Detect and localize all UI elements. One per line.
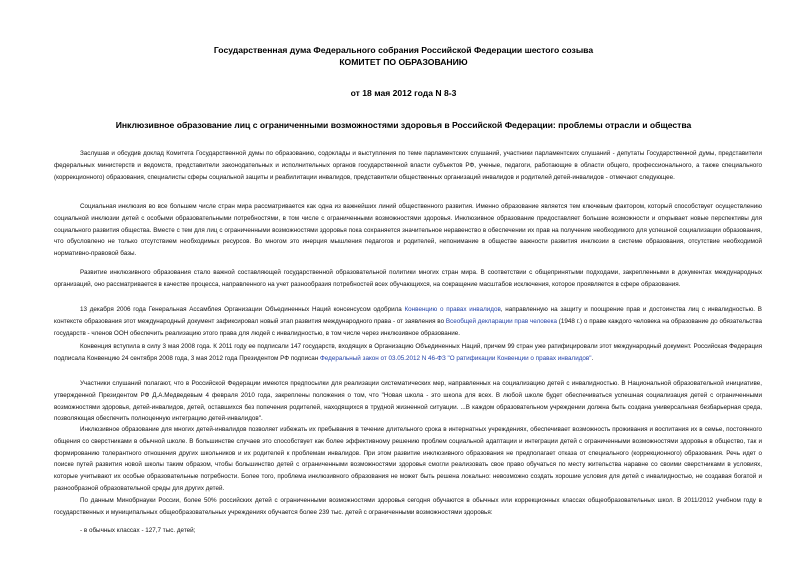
paragraph-5-text-b: .	[591, 354, 594, 362]
paragraph-1: Заслушав и обсудив доклад Комитета Государственной думы по образованию, содоклады и выступления по теме парламентских слушаний, участники парламентских слушаний - депутаты Государственной думы, представители федеральных министерств и ведомств, представители законодательных и исполнительных органов государственной власти субъектов РФ, ученые, педагоги, работающие в области общего, профессионального, а также специального (коррекционного) образования, специалисты сферы социальной защиты и реабилитации инвалидов, представители общественных организаций инвалидов и родителей детей-инвалидов - отмечают следующее.	[54, 150, 762, 181]
list-item-regular-classes: - в обычных классах - 127,7 тыс. детей;	[80, 527, 196, 534]
paragraph-8: По данным Минобрнауки России, более 50% российских детей с ограниченными возможностями здоровья сегодня обучаются в обычных или коррекционных классах общеобразовательных школ. В 2011/2012 учебном году в государственных и муниципальных общеобразовательных учреждениях обучается более 239 тыс. детей с ограниченными возможностями здоровья:	[54, 497, 762, 516]
paragraph-2: Социальная инклюзия во все большем числе стран мира рассматривается как одна из важнейших линий общественного развития. Именно образование является тем ключевым фактором, который способствует осуществлению социальной инклюзии детей с особыми образовательными потребностями, в том числе с ограниченными возможностями здоровья. Инклюзивное образование предоставляет большие возможности и открывает новые перспективы для социального развития общества. Вместе с тем для лиц с ограниченными возможностями здоровья пока сохраняется значительное неравенство в обеспечении их прав на получение необходимого для успешной социализации образования, что обусловлено не только отсутствием необходимых ресурсов. Во многом это инерция мышления педагогов и родителей, непонимание в обществе важности развития инклюзии в системе образования, отсутствие необходимой нормативно-правовой базы.	[54, 203, 762, 258]
paragraph-7: Инклюзивное образование для многих детей-инвалидов позволяет избежать их пребывания в течение длительного срока в интернатных учреждениях, обеспечивает возможность проживания и воспитания их в семье, постоянного общения со сверстниками в обычной школе. В большинстве случаев это способствует как более эффективному решению проблем социальной адаптации и интеграции детей с ограниченными возможностями здоровья в общество, так и формированию толерантного отношения других школьников и их родителей к проблемам инвалидов. При этом развитие инклюзивного образования не предполагает отказа от специального (коррекционного) образования. Речь идет о поиске путей развития новой школы таким образом, чтобы большинство детей с ограниченными возможностями здоровья смогли реализовать свое право обучаться по месту жительства наравне со своими сверстниками в условиях, которые учитывают их особые образовательные потребности. Более того, проблема инклюзивного образования не может быть решена локально: невозможно создать хорошие условия для детей с инвалидностью, не создавая богатой и разнообразной образовательной среды для других детей.	[54, 426, 762, 492]
committee-name: КОМИТЕТ ПО ОБРАЗОВАНИЮ	[339, 57, 468, 67]
paragraph-4-text-a: 13 декабря 2006 года Генеральная Ассамблея Организации Объединенных Наций консенсусом одобрила	[80, 306, 405, 313]
declaration-link[interactable]: Всеобщей декларации прав человека	[445, 317, 557, 325]
paragraph-4-text-c: (1948 г.) о праве каждого человека на образование до обязательства государств - членов ООН обеспечить реализацию этого права для людей с инвалидностью, в том числе через инклюзивное образование.	[54, 317, 762, 337]
paragraph-4-text-b: , направленную на защиту и поощрение прав и достоинства лиц с инвалидностью. В контексте образования этот международный документ зафиксировал новый этап развития международного права - от заявления во	[54, 306, 762, 325]
parliament-name: Государственная дума Федерального собрания Российской Федерации шестого созыва	[213, 45, 594, 55]
paragraph-5-text-a: Конвенция вступила в силу 3 мая 2008 года. К 2011 году ее подписали 147 государств, входящих в Организацию Объединенных Наций, причем 99 стран уже ратифицировали этот международный документ. Российская Федерация подписала Конвенцию 24 сентября 2008 года, 3 мая 2012 года Президентом РФ подписан	[54, 343, 762, 362]
paragraph-6: Участники слушаний полагают, что в Российской Федерации имеются предпосылки для реализации систематических мер, направленных на социализацию детей с инвалидностью. В Национальной образовательной инициативе, утвержденной Президентом РФ Д.А.Медведевым 4 февраля 2010 года, закреплены положения о том, что "Новая школа - это школа для всех. В любой школе будет обеспечиваться успешная социализация детей с ограниченными возможностями здоровья, детей-инвалидов, детей, оставшихся без попечения родителей, находящихся в трудной жизненной ситуации. ...В каждом образовательном учреждении должна быть создана универсальная безбарьерная среда, позволяющая обеспечить полноценную интеграцию детей-инвалидов".	[54, 380, 762, 423]
document-date: от 18 мая 2012 года N 8-3	[350, 88, 457, 98]
federal-law-link[interactable]: Федеральный закон от 03.05.2012 N 46-ФЗ "О ратификации Конвенции о правах инвалидов"	[320, 354, 592, 362]
paragraph-3: Развитие инклюзивного образования стало важной составляющей государственной образовательной политики многих стран мира. В соответствии с общепринятыми подходами, закрепленными в документах международных организаций, оно рассматривается в качестве процесса, направленного на учет разнообразия потребностей всех обучающихся, на сокращение масштабов исключения, которое проявляется в сфере образования.	[54, 269, 762, 288]
document-title: Инклюзивное образование лиц с ограниченными возможностями здоровья в Российской Федерации: проблемы отрасли и общества	[115, 120, 692, 130]
convention-link[interactable]: Конвенцию о правах инвалидов	[404, 306, 501, 313]
paragraph-4	[54, 304, 762, 339]
paragraph-5	[54, 341, 762, 365]
